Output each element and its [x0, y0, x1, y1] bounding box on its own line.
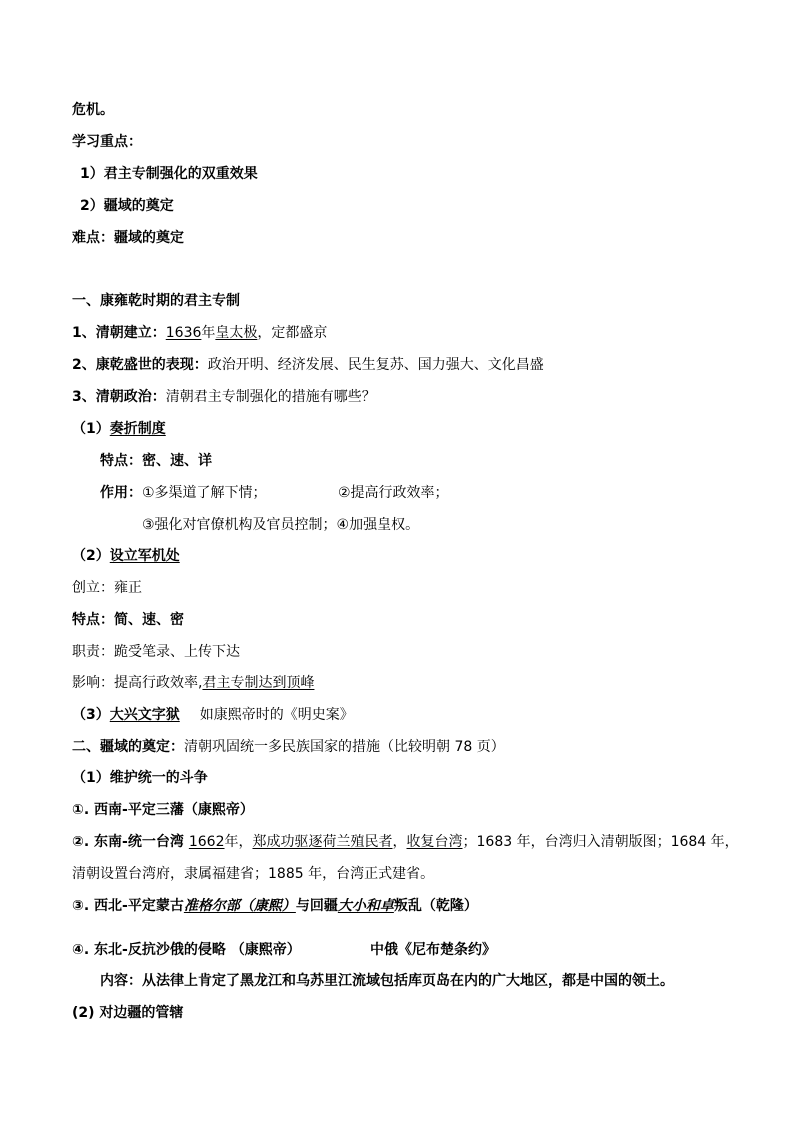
southwest-line: ①. 西南-平定三藩（康熙帝） [72, 802, 254, 818]
sub1-effect-3: ③强化对官僚机构及官员控制；④加强皇权。 [142, 517, 420, 533]
sub1-heading [72, 419, 166, 439]
sub2-features: 特点：简、速、密 [72, 612, 184, 628]
northeast-content: 内容：从法律上肯定了黑龙江和乌苏里江流域包括库页岛在内的广大地区，都是中国的领土。 [100, 973, 674, 989]
northeast-line: ④. 东北-反抗沙俄的侵略 （康熙帝） [72, 942, 301, 958]
southeast-t3: ；1683 年，台湾归入清朝版图；1684 年， [462, 834, 739, 850]
item1-person: 皇太极 [215, 325, 258, 341]
section2-title-rest: 清朝巩固统一多民族国家的措施（比较明朝 78 页） [184, 739, 505, 755]
sub1-effect-label: 作用： [100, 485, 142, 501]
difficulty-text: 难点：疆域的奠定 [72, 230, 184, 246]
southeast-t1: 年， [224, 834, 253, 850]
sub1-effect-line [100, 483, 267, 503]
item2-line [72, 355, 544, 375]
item1-year: 1636 [165, 325, 202, 341]
sub1-effect-1: ①多渠道了解下情； [142, 485, 267, 501]
section2-title-bold: 二、疆域的奠定： [72, 739, 184, 755]
item1-rest: ，定都盛京 [257, 325, 328, 341]
sub3-num: （3） [72, 707, 110, 723]
item3-label: 3、清朝政治： [72, 389, 166, 405]
sub3-example: 如康熙帝时的《明史案》 [199, 707, 354, 723]
sub1-effect-2: ②提高行政效率； [338, 485, 449, 501]
item1-mid: 年 [201, 325, 216, 341]
southeast-person: 郑成功驱逐荷兰殖民者 [252, 834, 393, 850]
northwest-leaders: 大小和卓 [337, 898, 394, 914]
sub1-features: 特点：密、速、详 [100, 453, 212, 469]
sub3-line [72, 705, 354, 725]
sub2-title: 设立军机处 [109, 548, 180, 564]
southeast-year: 1662 [188, 834, 225, 850]
section2-title-line [72, 737, 505, 757]
key-point-2: 2）疆域的奠定 [80, 198, 174, 214]
southeast-line [72, 832, 739, 852]
item1-line [72, 323, 327, 343]
southeast-label: ②. 东南-统一台湾 [72, 834, 184, 850]
sub2-impact-label: 影响：提高行政效率, [72, 675, 203, 691]
item3-line [72, 387, 376, 407]
sub1-title: 奏折制度 [109, 421, 166, 437]
key-point-1: 1）君主专制强化的双重效果 [80, 166, 258, 182]
northwest-label: ③. 西北-平定蒙古 [72, 898, 184, 914]
northwest-tribe: 准格尔部（康熙） [183, 898, 296, 914]
sub2-heading [72, 546, 180, 566]
item3-rest: 清朝君主专制强化的措施有哪些？ [165, 389, 376, 405]
sub2-duty: 职责：跪受笔录、上传下达 [72, 644, 240, 660]
sub3-title: 大兴文字狱 [109, 707, 180, 723]
northwest-mid: 与回疆 [295, 898, 338, 914]
northeast-treaty: 中俄《尼布楚条约》 [370, 942, 496, 958]
northwest-end: 叛乱（乾隆） [393, 898, 478, 914]
sub2-num: （2） [72, 548, 110, 564]
southeast-t2: ， [392, 834, 407, 850]
section1-title: 一、康雍乾时期的君主专制 [72, 293, 240, 309]
sub2-impact-line [72, 673, 314, 693]
key-points-label: 学习重点： [72, 134, 142, 150]
southeast-continued: 清朝设置台湾府，隶属福建省；1885 年，台湾正式建省。 [72, 866, 435, 882]
sub1-num: （1） [72, 421, 110, 437]
southeast-recover: 收复台湾 [406, 834, 463, 850]
crisis-text: 危机。 [72, 102, 114, 118]
northwest-line [72, 896, 478, 916]
section2-sub2: (2) 对边疆的管辖 [72, 1005, 184, 1021]
item1-label: 1、清朝建立： [72, 325, 166, 341]
item2-label: 2、康乾盛世的表现： [72, 357, 208, 373]
item2-rest: 政治开明、经济发展、民生复苏、国力强大、文化昌盛 [207, 357, 544, 373]
sub2-founded: 创立：雍正 [72, 580, 142, 596]
sub2-impact-ul: 君主专制达到顶峰 [202, 675, 315, 691]
section2-sub1: （1）维护统一的斗争 [72, 770, 208, 786]
